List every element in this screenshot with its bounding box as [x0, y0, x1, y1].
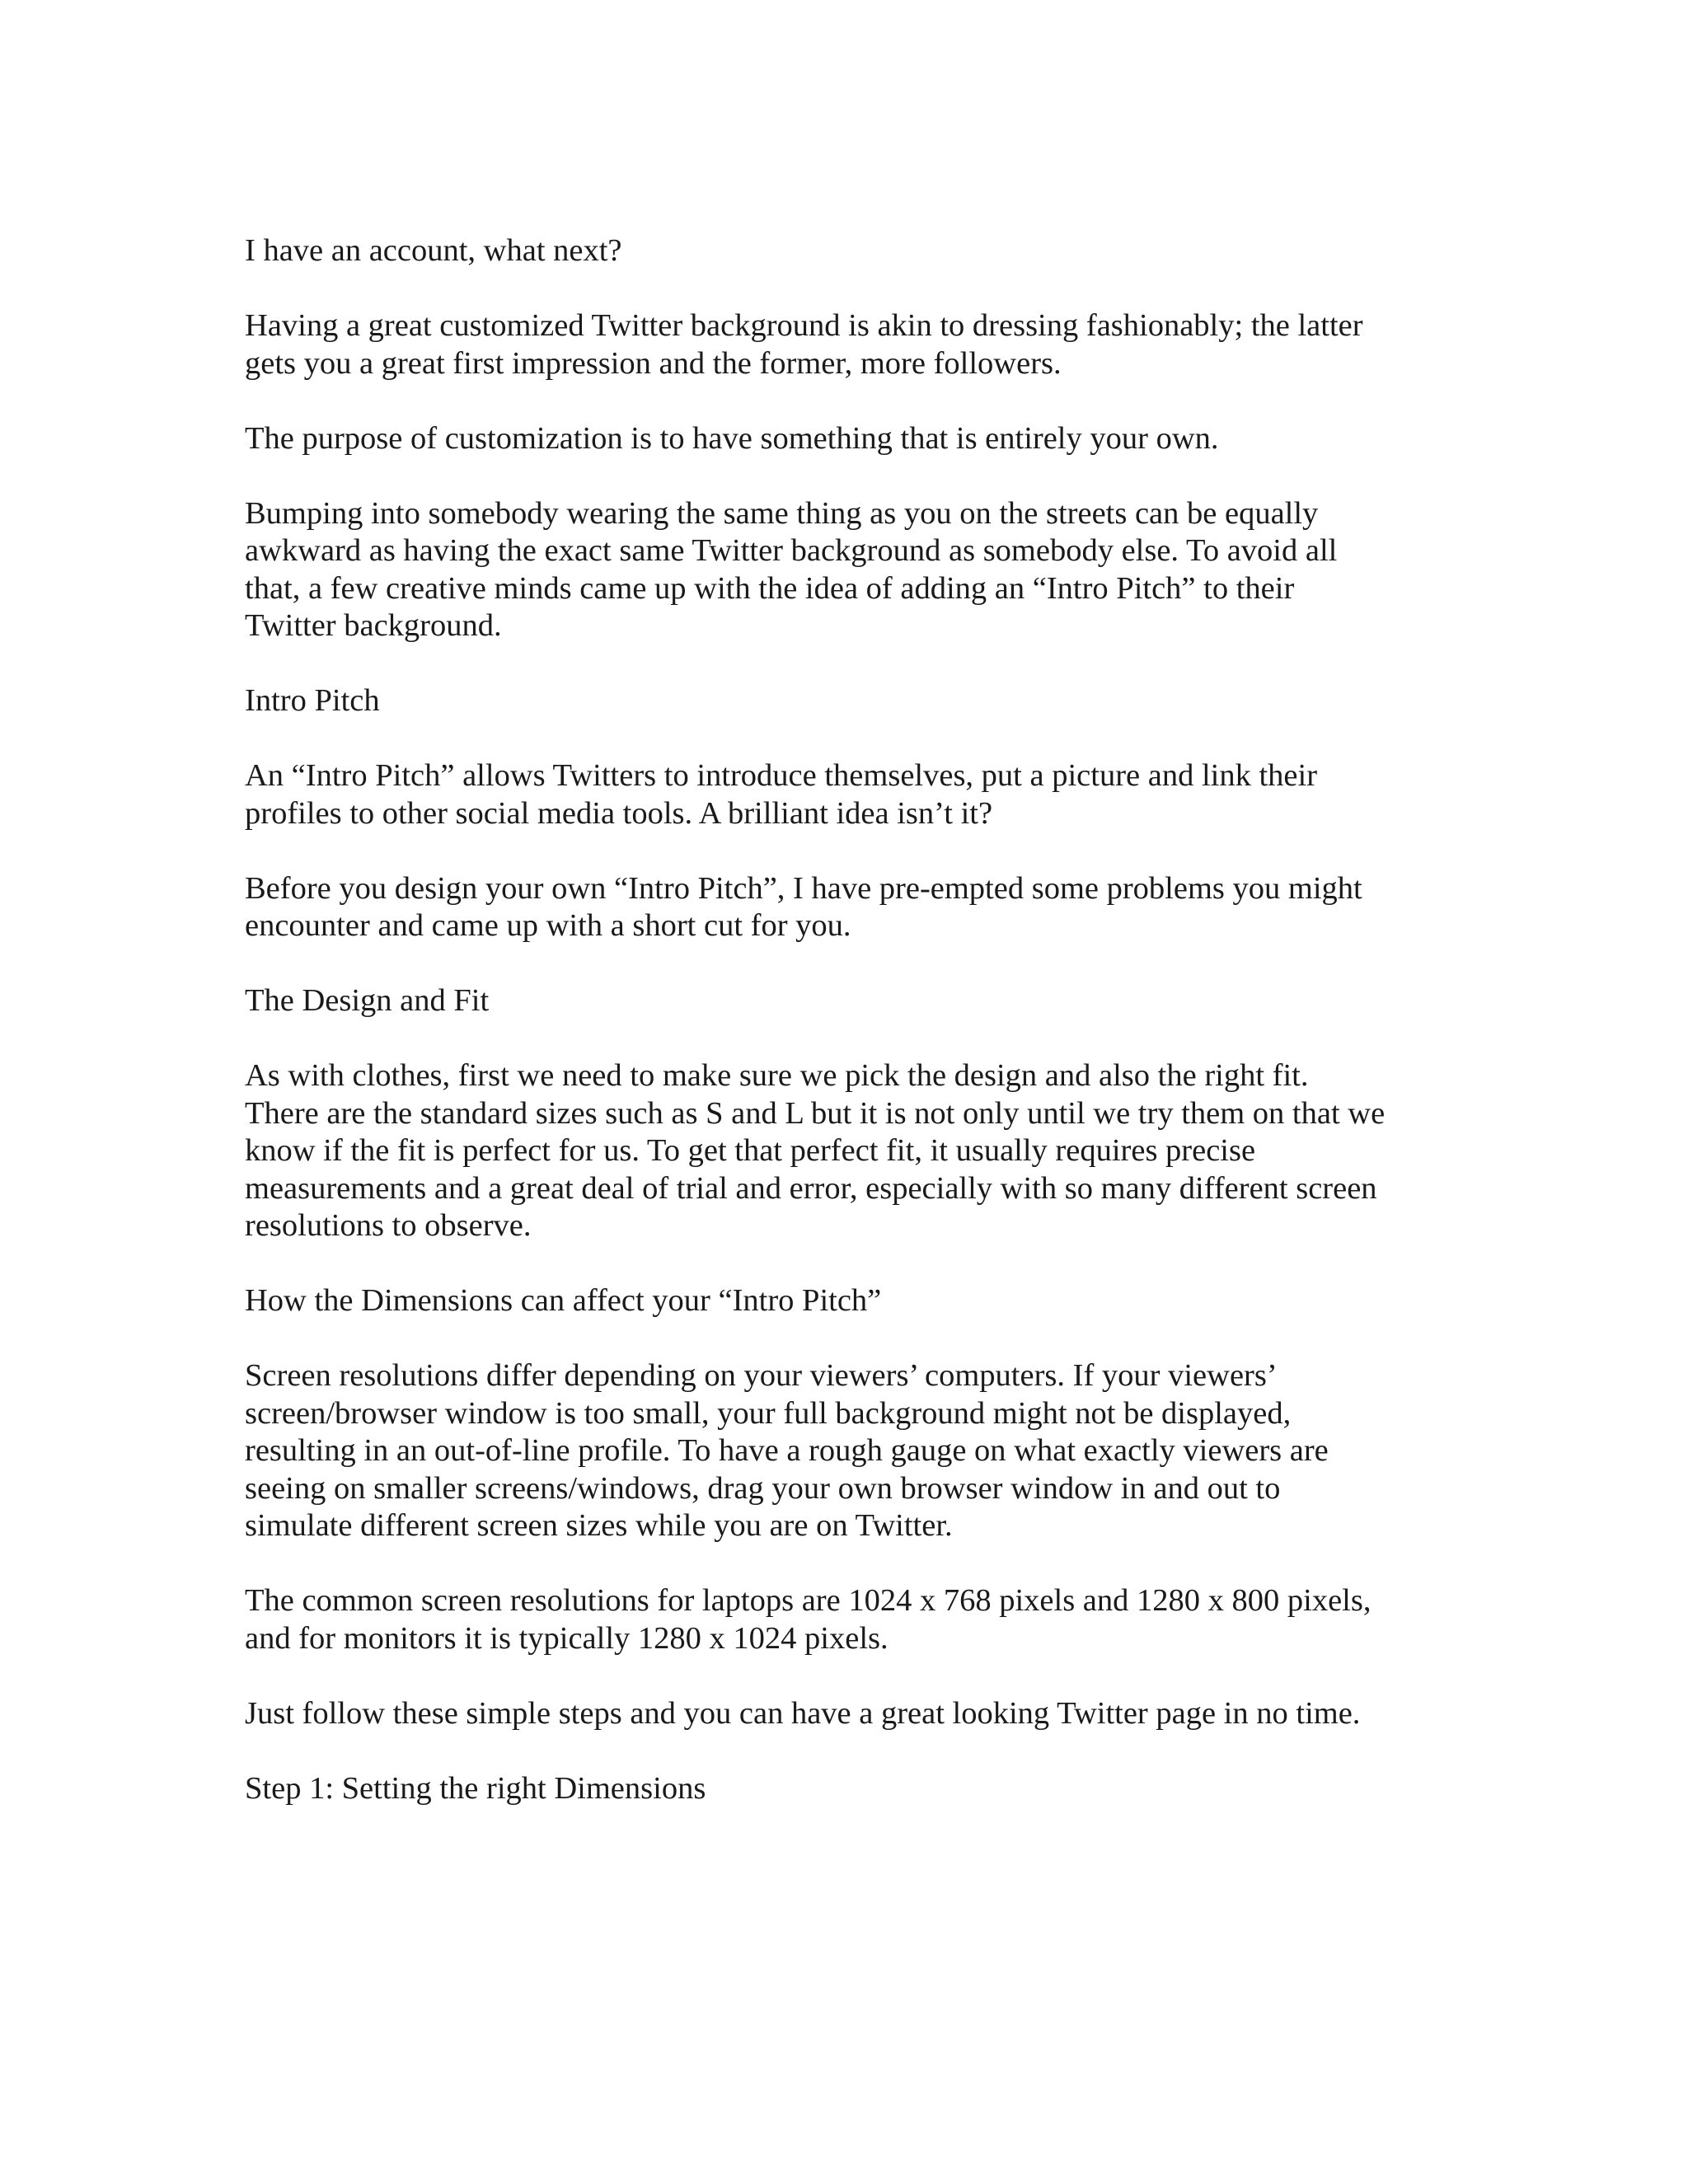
paragraph [245, 757, 1448, 832]
paragraph [245, 1695, 1448, 1733]
text-line: and for monitors it is typically 1280 x 1024 pixels. [245, 1620, 889, 1656]
text-line: awkward as having the exact same Twitter background as somebody else. To avoid all [245, 533, 1338, 568]
text-line: gets you a great first impression and the former, more followers. [245, 345, 1062, 381]
text-line: that, a few creative minds came up with the idea of adding an “Intro Pitch” to their [245, 570, 1295, 606]
text-line: Step 1: Setting the right Dimensions [245, 1770, 706, 1806]
text-line: There are the standard sizes such as S and L but it is not only until we try them on that we [245, 1095, 1386, 1131]
text-line: The Design and Fit [245, 983, 490, 1018]
text-line: An “Intro Pitch” allows Twitters to introduce themselves, put a picture and link their [245, 758, 1318, 793]
text-line: Screen resolutions differ depending on your viewers’ computers. If your viewers’ [245, 1358, 1278, 1393]
text-line: screen/browser window is too small, your full background might not be displayed, [245, 1395, 1292, 1431]
paragraph [245, 420, 1448, 458]
section-heading [245, 682, 1448, 720]
text-line: simulate different screen sizes while you are on Twitter. [245, 1508, 953, 1543]
text-line: know if the fit is perfect for us. To get that perfect fit, it usually requires precise [245, 1133, 1256, 1168]
paragraph [245, 1057, 1448, 1245]
paragraph [245, 1582, 1448, 1657]
text-line: Twitter background. [245, 608, 502, 643]
paragraph [245, 870, 1448, 945]
section-heading [245, 232, 1448, 270]
text-line: I have an account, what next? [245, 233, 622, 268]
text-line: Before you design your own “Intro Pitch”, I have pre-empted some problems you might [245, 870, 1362, 906]
text-line: How the Dimensions can affect your “Intro Pitch” [245, 1283, 882, 1318]
text-line: Bumping into somebody wearing the same thing as you on the streets can be equally [245, 495, 1319, 531]
section-heading [245, 1282, 1448, 1320]
text-line: profiles to other social media tools. A brilliant idea isn’t it? [245, 795, 993, 831]
paragraph [245, 307, 1448, 382]
paragraph [245, 1357, 1448, 1545]
text-line: Just follow these simple steps and you can have a great looking Twitter page in no time. [245, 1695, 1361, 1731]
text-line: measurements and a great deal of trial and error, especially with so many different screen [245, 1170, 1377, 1206]
text-line: resolutions to observe. [245, 1208, 532, 1243]
text-line: The common screen resolutions for laptops are 1024 x 768 pixels and 1280 x 800 pixels, [245, 1583, 1372, 1618]
text-line: Having a great customized Twitter background is akin to dressing fashionably; the latter [245, 308, 1363, 343]
section-heading [245, 1770, 1448, 1808]
text-line: resulting in an out-of-line profile. To have a rough gauge on what exactly viewers are [245, 1433, 1329, 1468]
document-body [245, 232, 1448, 1845]
text-line: seeing on smaller screens/windows, drag your own browser window in and out to [245, 1470, 1281, 1506]
text-line: encounter and came up with a short cut for you. [245, 908, 851, 943]
text-line: As with clothes, first we need to make sure we pick the design and also the right fit. [245, 1058, 1309, 1093]
text-line: The purpose of customization is to have something that is entirely your own. [245, 420, 1219, 456]
section-heading [245, 982, 1448, 1020]
text-line: Intro Pitch [245, 683, 380, 718]
paragraph [245, 495, 1448, 645]
